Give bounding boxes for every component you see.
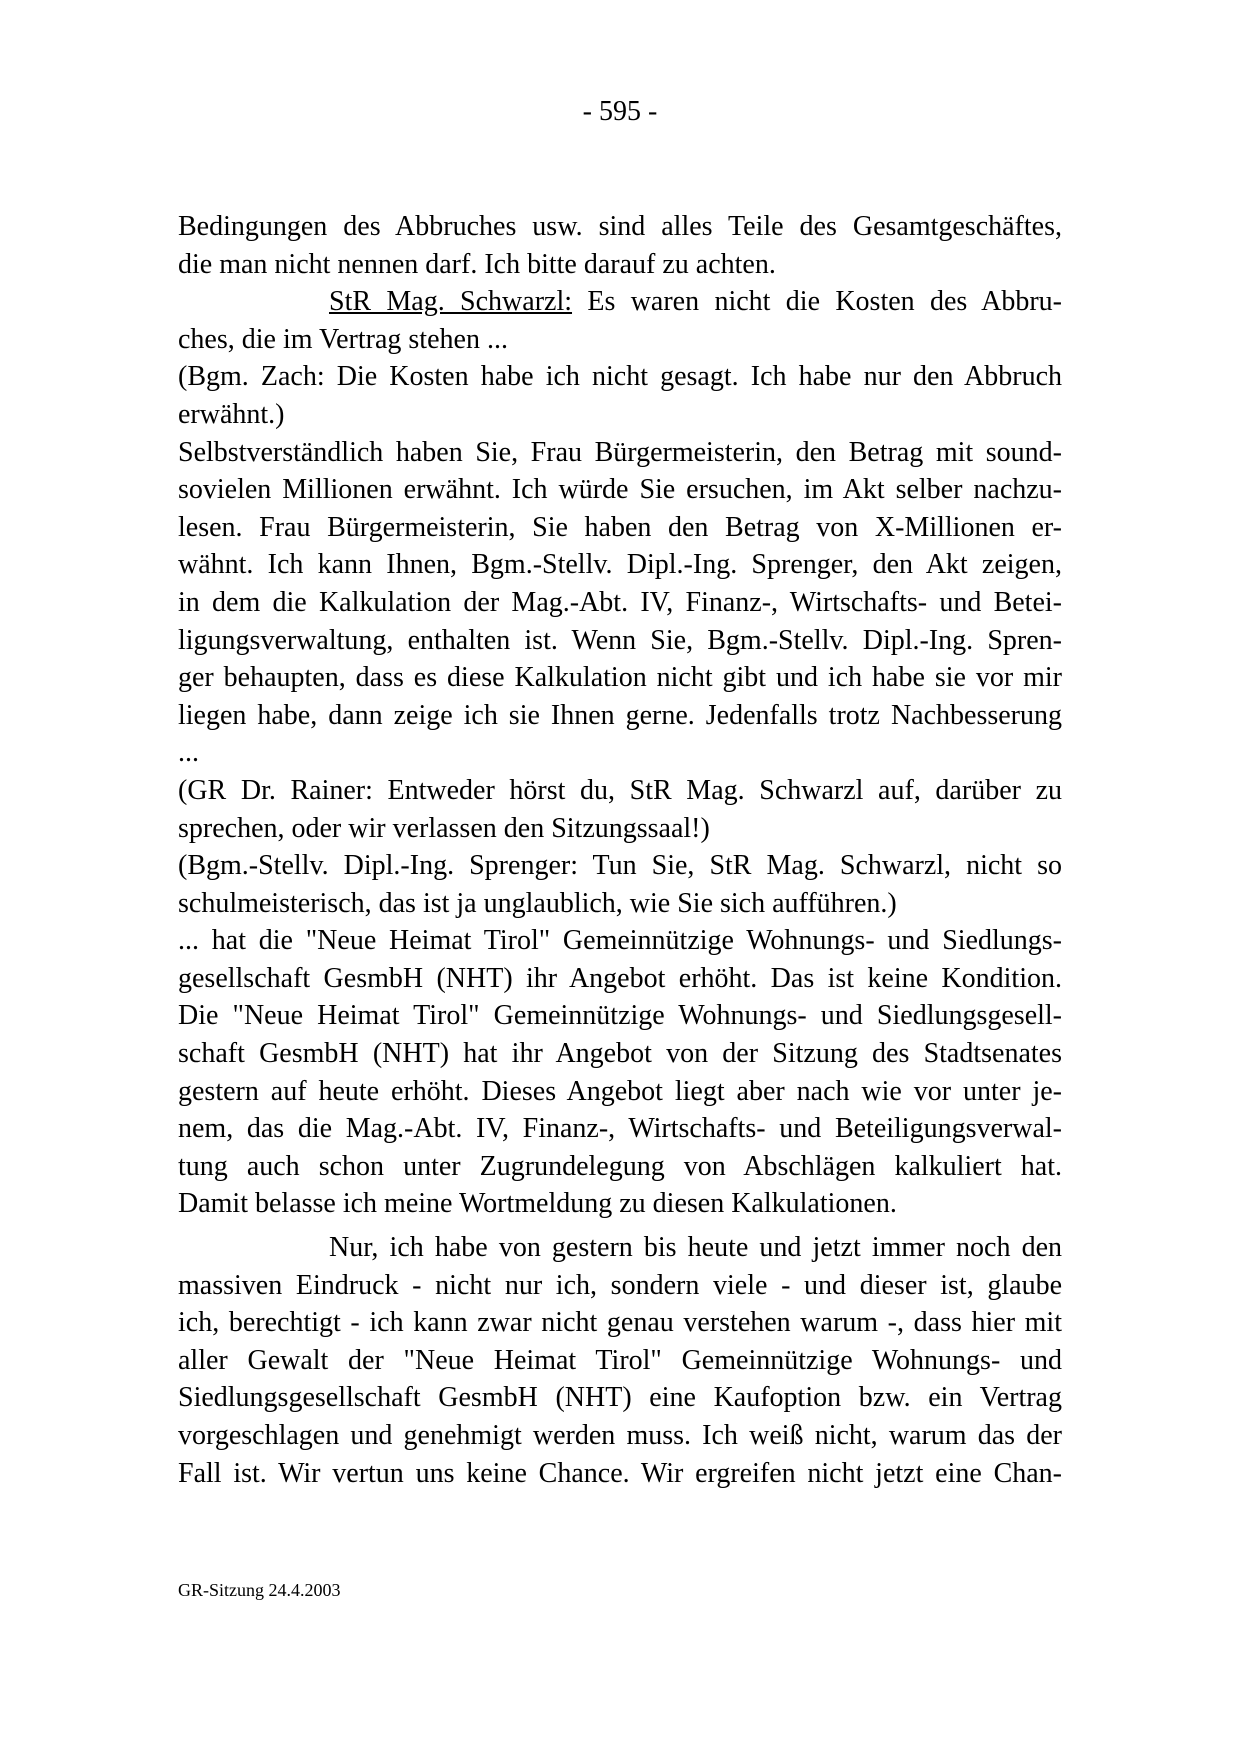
text-line: ger behaupten, dass es diese Kalkulation nicht gibt und ich habe sie vor mir xyxy=(178,662,1062,694)
text-line: nem, das die Mag.-Abt. IV, Finanz-, Wirtschafts- und Beteiligungsverwal- xyxy=(178,1113,1062,1145)
text-line: sovielen Millionen erwähnt. Ich würde Sie ersuchen, im Akt selber nachzu- xyxy=(178,474,1062,506)
speaker-name: StR Mag. Schwarzl: xyxy=(329,286,573,318)
text-line: schulmeisterisch, das ist ja unglaublich, wie Sie sich aufführen.) xyxy=(178,887,897,919)
text-line: ... xyxy=(178,737,199,769)
text-line: Damit belasse ich meine Wortmeldung zu diesen Kalkulationen. xyxy=(178,1188,897,1220)
text-line: die man nicht nennen darf. Ich bitte darauf zu achten. xyxy=(178,248,776,280)
text-line: lesen. Frau Bürgermeisterin, Sie haben den Betrag von X-Millionen er- xyxy=(178,511,1062,543)
text-line: Die "Neue Heimat Tirol" Gemeinnützige Wohnungs- und Siedlungsgesell- xyxy=(178,1000,1062,1032)
text-line: massiven Eindruck - nicht nur ich, sondern viele - und dieser ist, glaube xyxy=(178,1269,1062,1301)
text-line: erwähnt.) xyxy=(178,398,285,430)
text-line: Fall ist. Wir vertun uns keine Chance. Wir ergreifen nicht jetzt eine Chan- xyxy=(178,1457,1062,1489)
text-line: Bedingungen des Abbruches usw. sind alles Teile des Gesamtgeschäftes, xyxy=(178,211,1062,242)
text-line: aller Gewalt der "Neue Heimat Tirol" Gemeinnützige Wohnungs- und xyxy=(178,1344,1062,1376)
text-line: ich, berechtigt - ich kann zwar nicht genau verstehen warum -, dass hier mit xyxy=(178,1307,1062,1339)
text-line: tung auch schon unter Zugrundelegung von Abschlägen kalkuliert hat. xyxy=(178,1150,1062,1182)
body-text xyxy=(178,208,1062,1492)
text-line: sprechen, oder wir verlassen den Sitzungssaal!) xyxy=(178,812,710,844)
text-line: Es waren nicht die Kosten des Abbru- xyxy=(572,286,1063,318)
paragraph-start-line: Nur, ich habe von gestern bis heute und jetzt immer noch den xyxy=(329,1232,1062,1264)
text-line: (GR Dr. Rainer: Entweder hörst du, StR Mag. Schwarzl auf, darüber zu xyxy=(178,774,1062,806)
speaker-line xyxy=(178,283,1062,321)
text-line: ches, die im Vertrag stehen ... xyxy=(178,323,508,355)
text-line: gestern auf heute erhöht. Dieses Angebot liegt aber nach wie vor unter je- xyxy=(178,1075,1062,1107)
text-line: gesellschaft GesmbH (NHT) ihr Angebot erhöht. Das ist keine Kondition. xyxy=(178,962,1062,994)
text-line: (Bgm. Zach: Die Kosten habe ich nicht gesagt. Ich habe nur den Abbruch xyxy=(178,361,1062,393)
text-line: schaft GesmbH (NHT) hat ihr Angebot von der Sitzung des Stadtsenates xyxy=(178,1038,1062,1070)
text-line: ligungsverwaltung, enthalten ist. Wenn Sie, Bgm.-Stellv. Dipl.-Ing. Spren- xyxy=(178,624,1062,656)
text-line: Selbstverständlich haben Sie, Frau Bürgermeisterin, den Betrag mit sound- xyxy=(178,436,1062,468)
page-number: - 595 - xyxy=(582,96,658,127)
text-line: vorgeschlagen und genehmigt werden muss. Ich weiß nicht, warum das der xyxy=(178,1420,1062,1451)
text-line: in dem die Kalkulation der Mag.-Abt. IV, Finanz-, Wirtschafts- und Betei- xyxy=(178,586,1062,618)
text-line: (Bgm.-Stellv. Dipl.-Ing. Sprenger: Tun Sie, StR Mag. Schwarzl, nicht so xyxy=(178,850,1062,882)
text-line: wähnt. Ich kann Ihnen, Bgm.-Stellv. Dipl.-Ing. Sprenger, den Akt zeigen, xyxy=(178,549,1062,581)
text-line: Siedlungsgesellschaft GesmbH (NHT) eine Kaufoption bzw. ein Vertrag xyxy=(178,1382,1062,1414)
text-line: liegen habe, dann zeige ich sie Ihnen gerne. Jedenfalls trotz Nachbesserung xyxy=(178,699,1062,731)
page-footer: GR-Sitzung 24.4.2003 xyxy=(178,1580,341,1600)
text-line: ... hat die "Neue Heimat Tirol" Gemeinnützige Wohnungs- und Siedlungs- xyxy=(178,925,1062,957)
